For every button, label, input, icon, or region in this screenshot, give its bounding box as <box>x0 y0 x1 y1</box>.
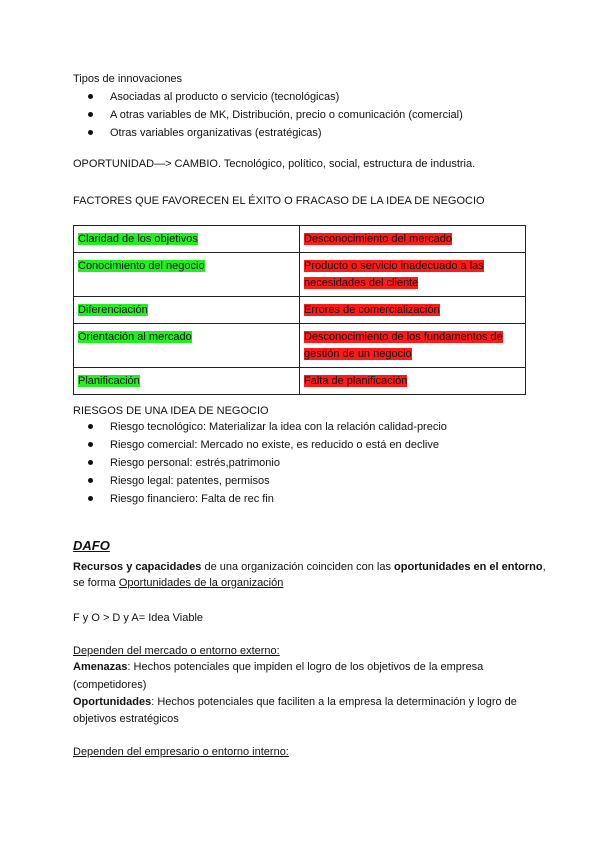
threats-line-2: (competidores) <box>73 679 147 691</box>
innovation-types-heading: Tipos de innovaciones <box>73 73 183 85</box>
opportunity-line: OPORTUNIDAD—> CAMBIO. Tecnológico, político, social, estructura de industria. <box>73 158 476 170</box>
table-row <box>74 226 526 253</box>
dafo-formula: F y O > D y A= Idea Viable <box>73 612 204 624</box>
failure-cell: Errores de comercialización <box>300 297 526 324</box>
failure-cell: Falta de planificación <box>300 368 526 395</box>
threats-line-1: Amenazas: Hechos potenciales que impiden el logro de los objetivos de la empresa <box>73 661 484 673</box>
internal-heading: Dependen del empresario o entorno interno: <box>73 746 289 758</box>
table-row <box>74 324 526 368</box>
success-cell: Planificación <box>74 368 300 395</box>
bullet-icon <box>88 130 93 135</box>
document-page: Tipos de innovaciones Asociadas al producto o servicio (tecnológicas) A otras variables de MK, Distribución, precio o comunicación (comercial) Otras variables organizativas (estratégicas) OPORTUNIDAD—> CAMBIO. Tecnológico, político, social, estructura de industria. FACTORES QUE FAVORECEN EL ÉXITO O FRACASO DE LA IDEA DE NEGOCIO Claridad de los objetivos Desconocimiento del mercado Conocimiento del negocio Producto o servicio inadecuado a las necesidades del cliente Diferenciación Errores de comercialización Orientación al mercado Desconocimiento de los fundamentos de gestión de un negocio Planificación Falta de planificación RIESGOS DE UNA IDEA DE NEGOCIO Riesgo tecnológico: Materializar la idea con la relación calidad-precio Riesgo comercial: Mercado no existe, es reducido o está en declive Riesgo personal: estrés,patrimonio Riesgo legal: patentes, permisos Riesgo financiero: Falta de rec fin DAFO Recursos y capacidades de una organización coinciden con las oportunidades en el entorno, se forma Oportunidades de la organización F y O > D y A= Idea Viable Dependen del mercado o entorno externo: Amenazas: Hechos potenciales que impiden el logro de los objetivos de la empresa (competidores) Oportunidades: Hechos potenciales que faciliten a la empresa la determinación y logro de objetivos estratégicos Dependen del empresario o entorno interno: <box>73 73 546 758</box>
dafo-paragraph-line-2: se forma Oportunidades de la organización <box>73 577 284 589</box>
table-row <box>74 368 526 395</box>
success-cell: Orientación al mercado <box>74 324 300 368</box>
bullet-icon <box>88 112 93 117</box>
bullet-icon <box>88 478 93 483</box>
bullet-icon <box>88 442 93 447</box>
failure-cell: Desconocimiento de los fundamentos de gestión de un negocio <box>300 324 526 368</box>
failure-cell: Producto o servicio inadecuado a las necesidades del cliente <box>300 253 526 297</box>
opportunities-line-1: Oportunidades: Hechos potenciales que faciliten a la empresa la determinación y logro de <box>73 696 517 708</box>
bullet-icon <box>88 460 93 465</box>
bullet-icon <box>88 424 93 429</box>
table-row <box>74 297 526 324</box>
risks-heading: RIESGOS DE UNA IDEA DE NEGOCIO <box>73 405 269 417</box>
factors-table <box>73 225 526 395</box>
success-cell: Diferenciación <box>74 297 300 324</box>
failure-cell: Desconocimiento del mercado <box>300 226 526 253</box>
bullet-icon <box>88 496 93 501</box>
dafo-paragraph-line-1: Recursos y capacidades de una organización coinciden con las oportunidades en el entorno, <box>73 561 546 573</box>
success-cell: Conocimiento del negocio <box>74 253 300 297</box>
table-row <box>74 253 526 297</box>
factors-heading: FACTORES QUE FAVORECEN EL ÉXITO O FRACASO DE LA IDEA DE NEGOCIO <box>73 195 485 207</box>
opportunities-line-2: objetivos estratégicos <box>73 713 179 725</box>
dafo-title: DAFO <box>73 538 110 553</box>
success-cell: Claridad de los objetivos <box>74 226 300 253</box>
external-heading: Dependen del mercado o entorno externo: <box>73 645 280 657</box>
bullet-icon <box>88 94 93 99</box>
